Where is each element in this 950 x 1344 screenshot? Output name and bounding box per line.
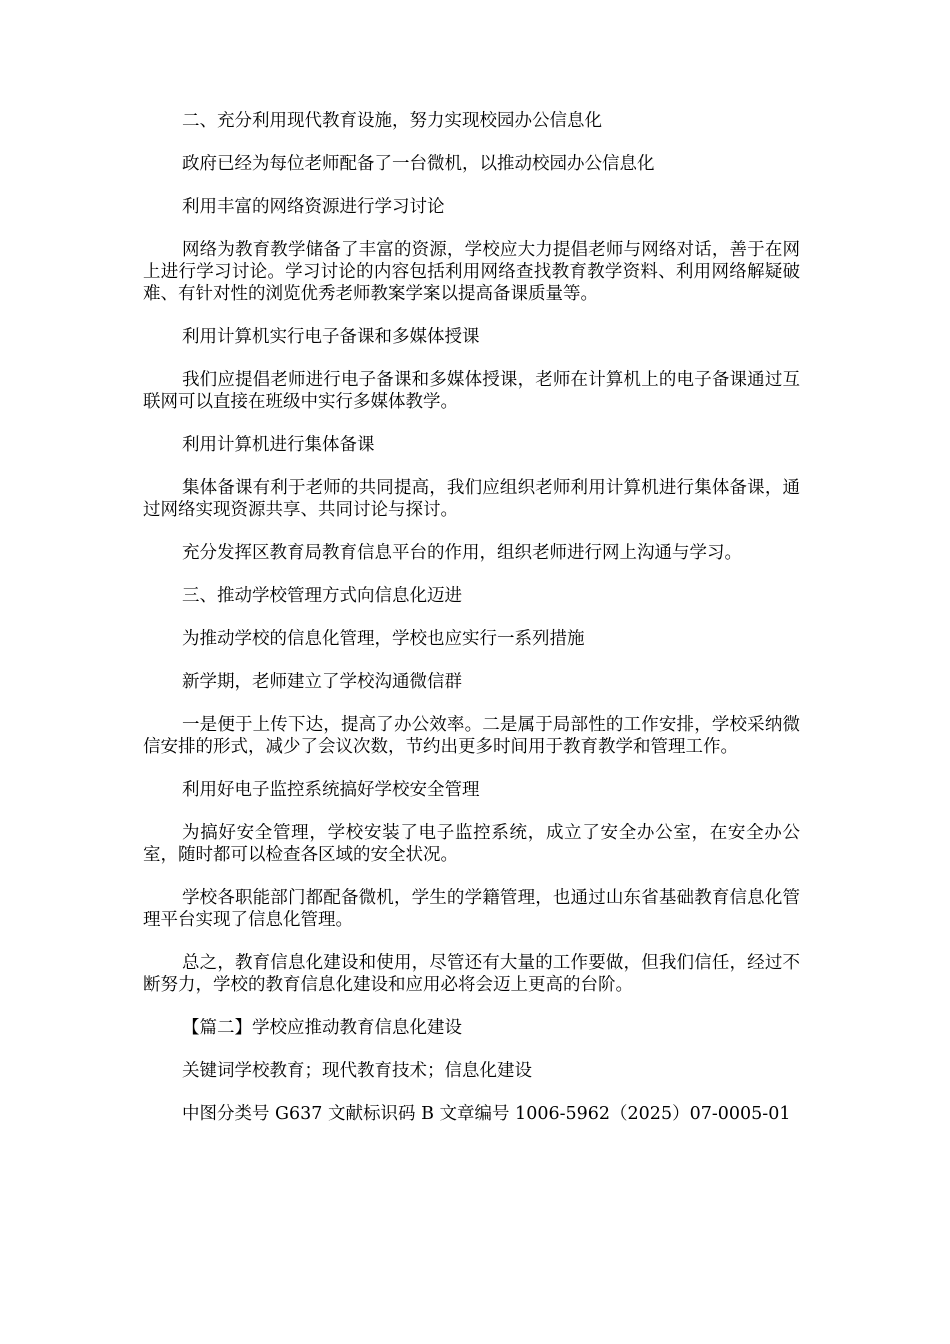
article-title: 【篇二】学校应推动教育信息化建设 bbox=[182, 1018, 462, 1038]
paragraph: 政府已经为每位老师配备了一台微机，以推动校园办公信息化 bbox=[182, 154, 655, 174]
paragraph: 为搞好安全管理，学校安装了电子监控系统，成立了安全办公室，在安全办公室，随时都可以检查各区域的安全状况。 bbox=[143, 823, 800, 865]
paragraph: 充分发挥区教育局教育信息平台的作用，组织老师进行网上沟通与学习。 bbox=[182, 543, 742, 563]
paragraph: 总之，教育信息化建设和使用，尽管还有大量的工作要做，但我们信任，经过不断努力，学校的教育信息化建设和应用必将会迈上更高的台阶。 bbox=[143, 953, 800, 995]
subheading: 利用丰富的网络资源进行学习讨论 bbox=[182, 197, 445, 217]
paragraph: 学校各职能部门都配备微机，学生的学籍管理，也通过山东省基础教育信息化管理平台实现了信息化管理。 bbox=[143, 888, 800, 930]
subheading: 新学期，老师建立了学校沟通微信群 bbox=[182, 672, 462, 692]
subheading: 利用计算机进行集体备课 bbox=[182, 435, 375, 455]
subheading: 利用计算机实行电子备课和多媒体授课 bbox=[182, 327, 480, 347]
paragraph: 为推动学校的信息化管理，学校也应实行一系列措施 bbox=[182, 629, 585, 649]
document-body bbox=[143, 110, 800, 1146]
paragraph: 集体备课有利于老师的共同提高，我们应组织老师利用计算机进行集体备课，通过网络实现资源共享、共同讨论与探讨。 bbox=[143, 478, 800, 520]
paragraph: 我们应提倡老师进行电子备课和多媒体授课，老师在计算机上的电子备课通过互联网可以直接在班级中实行多媒体教学。 bbox=[143, 370, 800, 412]
subheading: 利用好电子监控系统搞好学校安全管理 bbox=[182, 780, 480, 800]
section-heading: 三、推动学校管理方式向信息化迈进 bbox=[182, 586, 462, 606]
classification-line: 中图分类号 G637 文献标识码 B 文章编号 1006-5962（2025）07-0005-01 bbox=[182, 1104, 791, 1124]
section-heading: 二、充分利用现代教育设施，努力实现校园办公信息化 bbox=[182, 111, 602, 131]
keywords-line: 关键词学校教育；现代教育技术；信息化建设 bbox=[182, 1061, 532, 1081]
paragraph: 一是便于上传下达，提高了办公效率。二是属于局部性的工作安排，学校采纳微信安排的形式，减少了会议次数，节约出更多时间用于教育教学和管理工作。 bbox=[143, 715, 800, 757]
paragraph: 网络为教育教学储备了丰富的资源，学校应大力提倡老师与网络对话，善于在网上进行学习讨论。学习讨论的内容包括利用网络查找教育教学资料、利用网络解疑破难、有针对性的浏览优秀老师教案学案以提高备课质量等。 bbox=[143, 240, 800, 304]
